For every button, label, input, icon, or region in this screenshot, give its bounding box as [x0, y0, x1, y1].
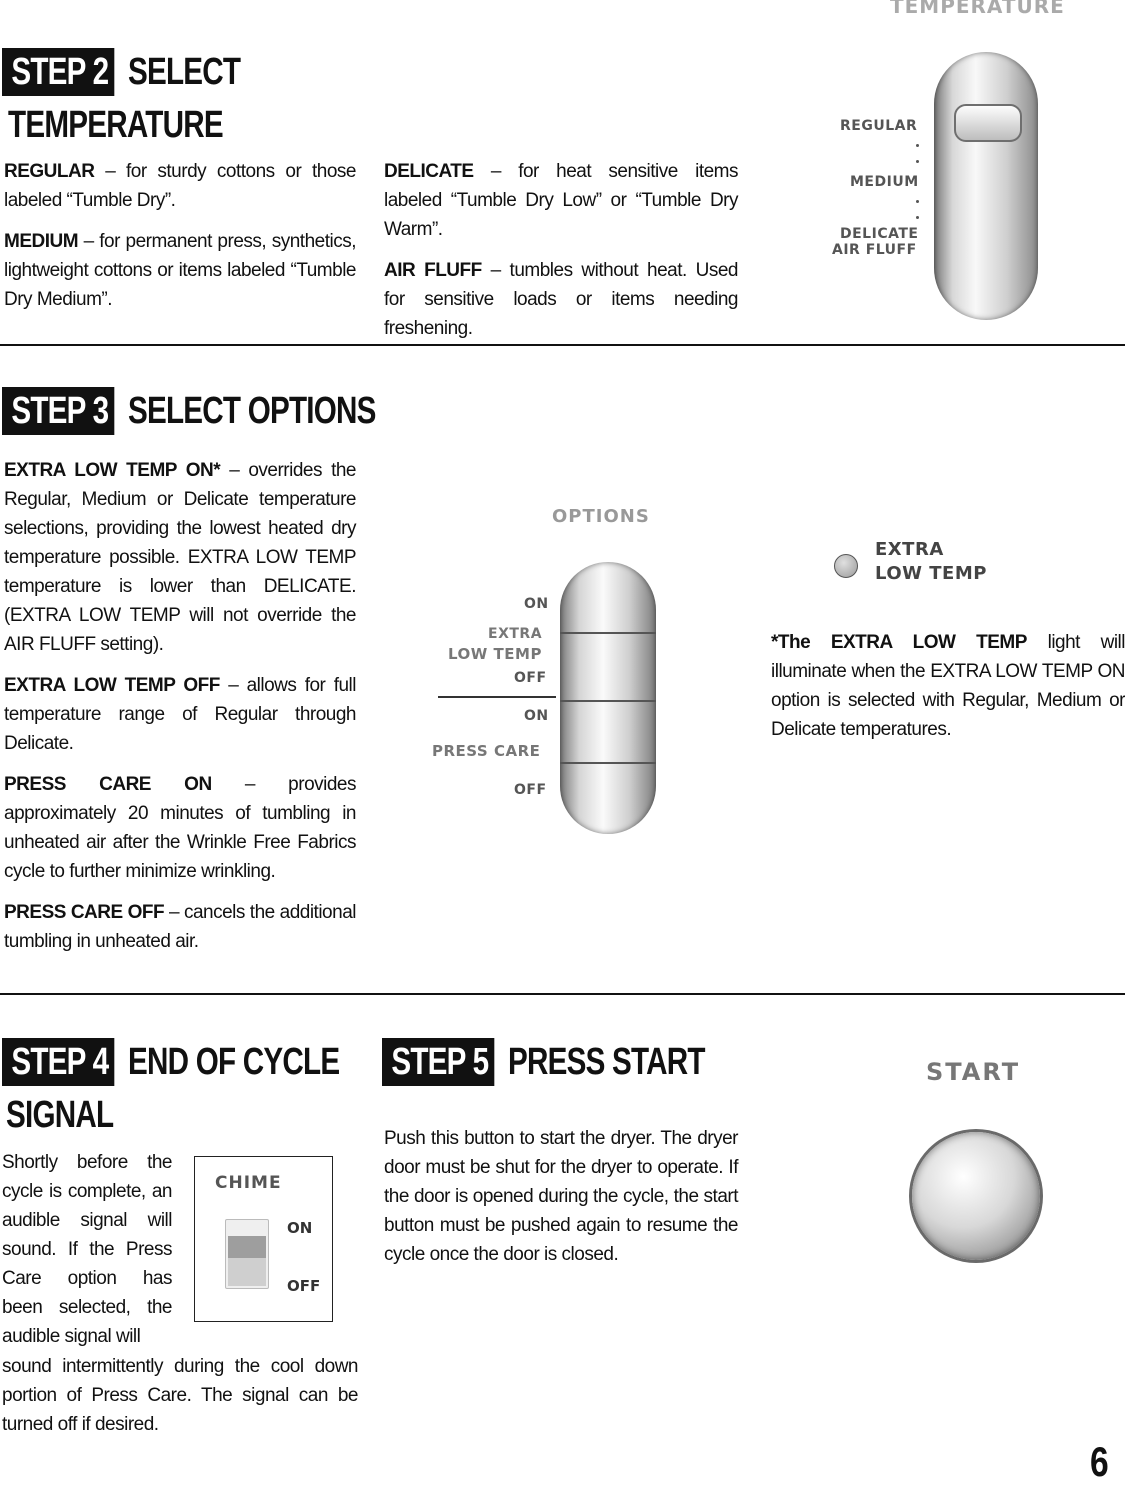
header-temperature-label: TEMPERATURE: [890, 0, 1065, 18]
dial-label-regular: REGULAR: [840, 118, 918, 134]
step5-heading: [382, 1038, 760, 1086]
indicator-label-line2: LOW TEMP: [875, 563, 987, 584]
chime-toggle[interactable]: [225, 1219, 269, 1289]
dial-label-medium: MEDIUM: [850, 174, 919, 190]
step3-title: SELECT OPTIONS: [128, 389, 376, 432]
chime-off-label: OFF: [287, 1277, 321, 1295]
step3-heading: [2, 387, 446, 435]
step3-badge: STEP 3: [2, 387, 115, 435]
option-label-extra: EXTRA: [488, 626, 543, 642]
options-separator: [438, 696, 556, 698]
medium-text: – for permanent press, synthetics, lightweight cottons or items labeled “Tumble Dry Medium”.: [4, 231, 356, 310]
start-button[interactable]: [912, 1132, 1040, 1260]
regular-text: – for sturdy cottons or those labeled “Tumble Dry”.: [4, 161, 356, 211]
step4-title-line1: END OF CYCLE: [128, 1040, 340, 1083]
extra-low-temp-rocker[interactable]: [564, 566, 652, 698]
step5-title: PRESS START: [508, 1040, 705, 1083]
pc-on-term: PRESS CARE ON: [4, 774, 212, 795]
option-label-on: ON: [524, 708, 549, 724]
divider: [0, 993, 1125, 995]
chime-on-label: ON: [287, 1219, 313, 1237]
delicate-text: – for heat sensitive items labeled “Tumble Dry Low” or “Tumble Dry Warm”.: [384, 161, 738, 240]
option-label-on: ON: [524, 596, 549, 612]
dial-dot: [916, 160, 919, 163]
chime-panel: [194, 1156, 333, 1322]
chime-toggle-lower: [228, 1258, 266, 1286]
option-label-off: OFF: [514, 670, 547, 686]
note-term: *The EXTRA LOW TEMP: [771, 632, 1027, 653]
options-title: OPTIONS: [552, 506, 650, 527]
delicate-term: DELICATE: [384, 161, 474, 182]
elt-off-text: – allows for full temperature range of Regular through Delicate.: [4, 675, 356, 754]
airfluff-term: AIR FLUFF: [384, 260, 482, 281]
option-label-low-temp: LOW TEMP: [448, 645, 542, 663]
pc-off-term: PRESS CARE OFF: [4, 902, 165, 923]
indicator-label-line1: EXTRA: [875, 539, 944, 560]
extra-low-temp-indicator-light: [834, 554, 858, 578]
step2-col2: [384, 157, 738, 355]
indicator-note: [771, 628, 1125, 756]
step5-badge: STEP 5: [382, 1038, 495, 1086]
elt-on-text: – overrides the Regular, Medium or Delicate temperature selections, providing the lowest heated dry temperature possible. EXTRA LOW TEMP temperature is lower than DELICATE. (EXTRA LOW TEMP will not override the AIR FLUFF setting).: [4, 460, 356, 655]
dial-dot: [916, 200, 919, 203]
indicator-label: [875, 538, 987, 586]
dial-slider-track: [934, 52, 1038, 320]
dial-dot: [916, 216, 919, 219]
temperature-selector[interactable]: [820, 40, 1060, 330]
step2-heading: [2, 48, 272, 96]
step4-title-line2: SIGNAL: [6, 1094, 114, 1136]
divider: [0, 344, 1125, 346]
regular-term: REGULAR: [4, 161, 95, 182]
option-label-press-care: PRESS CARE: [432, 742, 541, 760]
start-label: START: [926, 1058, 1021, 1086]
press-care-rocker[interactable]: [564, 704, 652, 830]
step4-heading: [2, 1038, 399, 1086]
options-panel: [420, 500, 680, 840]
step4-text-narrow: Shortly before the cycle is complete, an audible signal will sound. If the Press Care option has been selected, the audible signal will: [2, 1152, 172, 1347]
dial-dot: [916, 144, 919, 147]
step2-title-line1: SELECT: [128, 50, 241, 93]
airfluff-text: – tumbles without heat. Used for sensitive loads or items needing freshening.: [384, 260, 738, 339]
chime-toggle-paddle: [228, 1236, 266, 1258]
dial-label-delicate: DELICATE: [840, 226, 919, 242]
dial-label-air-fluff: AIR FLUFF: [832, 242, 917, 258]
elt-on-term: EXTRA LOW TEMP ON*: [4, 460, 221, 481]
rocker-seam: [560, 700, 656, 702]
note-text: light will illuminate when the EXTRA LOW TEMP ON option is selected with Regular, Medium or Delicate temperatures.: [771, 632, 1125, 740]
pc-on-text: – provides approximately 20 minutes of tumbling in unheated air after the Wrinkle Free Fabrics cycle to further minimize wrinkling.: [4, 774, 356, 882]
step4-text-full: sound intermittently during the cool down portion of Press Care. The signal can be turned off if desired.: [2, 1356, 358, 1435]
step2-title-line2: TEMPERATURE: [8, 104, 223, 146]
step3-description: [4, 456, 356, 968]
page-number: 6: [1090, 1438, 1109, 1485]
step2-col1: [4, 157, 356, 326]
option-label-off: OFF: [514, 782, 547, 798]
step5-text: Push this button to start the dryer. The dryer door must be shut for the dryer to operate. If the door is opened during the cycle, the start button must be pushed again to resume the cycle once the door is closed.: [384, 1128, 738, 1265]
medium-term: MEDIUM: [4, 231, 79, 252]
pc-off-text: – cancels the additional tumbling in unheated air.: [4, 902, 356, 952]
chime-title: CHIME: [215, 1173, 282, 1193]
dial-slider-knob[interactable]: [954, 104, 1022, 142]
step4-badge: STEP 4: [2, 1038, 115, 1086]
step2-badge: STEP 2: [2, 48, 115, 96]
elt-off-term: EXTRA LOW TEMP OFF: [4, 675, 220, 696]
